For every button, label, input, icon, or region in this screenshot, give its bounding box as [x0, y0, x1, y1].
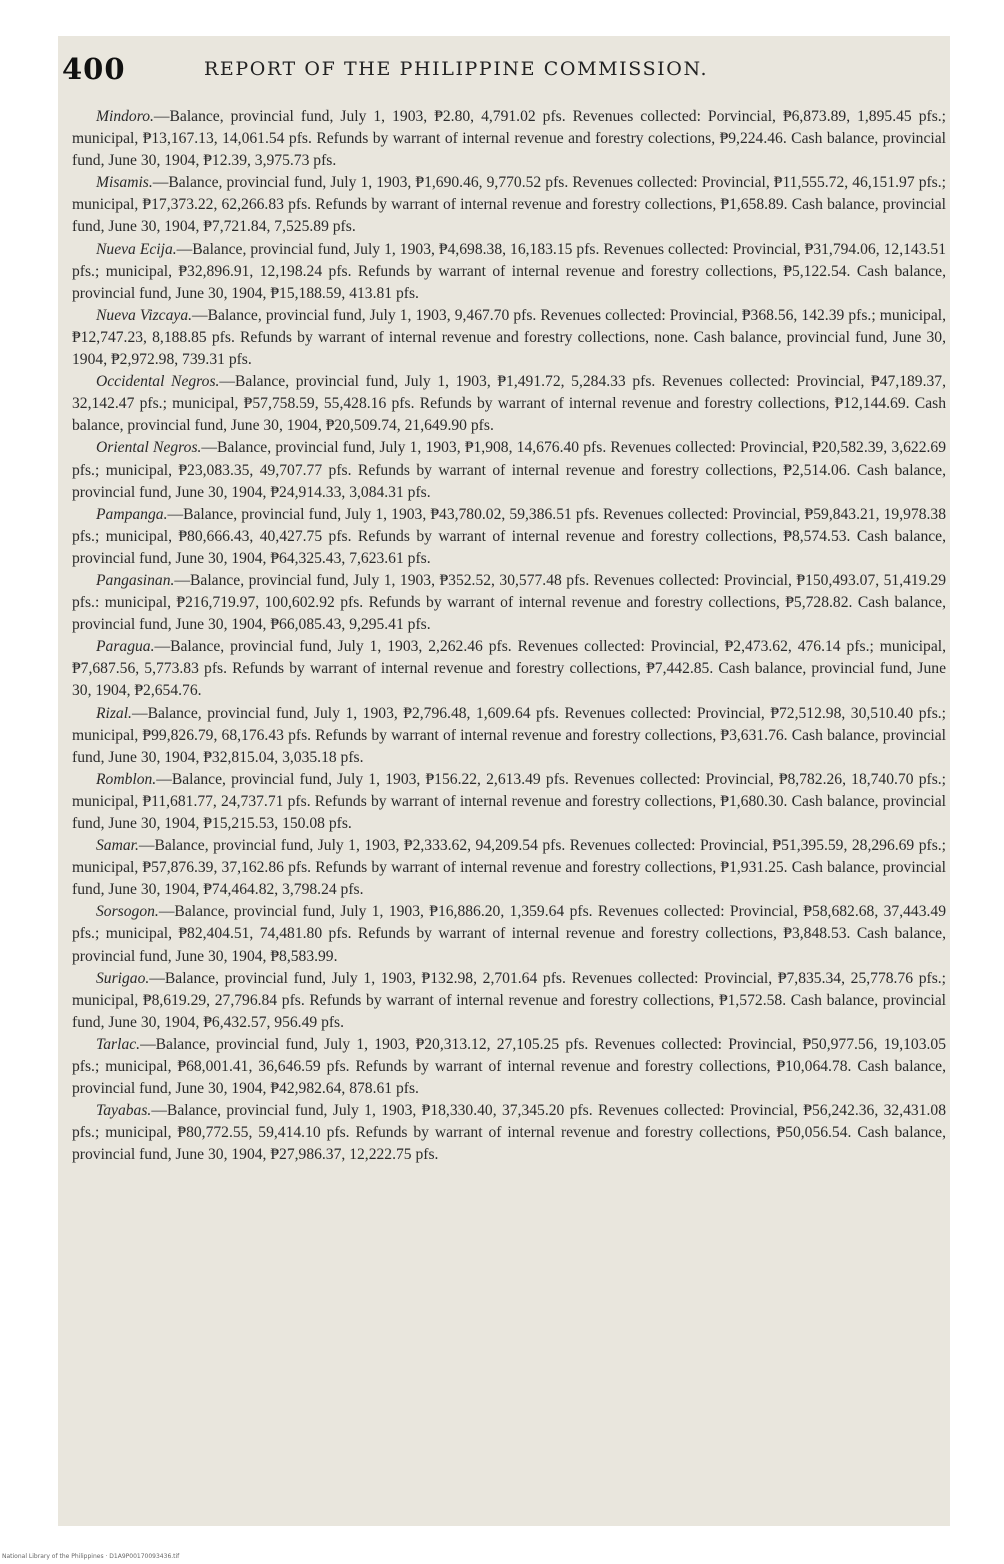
province-name: Sorsogon. — [96, 903, 159, 921]
entry-text: —Balance, provincial fund, July 1, 1903, ₱132.98, 2,701.64 pfs. Revenues collected: Provincial, ₱7,835.34, 25,778.76 pfs.; municipal, ₱8,619.29, 27,796.84 pfs. Refunds by warrant of internal revenue and forestry collections, ₱1,572.58. Cash balance, provincial fund, June 30, 1904, ₱6,432.57, 956.49 pfs. — [72, 969, 946, 1031]
page-number: 400 — [62, 52, 126, 86]
province-name: Paragua. — [96, 638, 155, 656]
entry-text: —Balance, provincial fund, July 1, 1903, ₱20,313.12, 27,105.25 pfs. Revenues collected: Provincial, ₱50,977.56, 19,103.05 pfs.; municipal, ₱68,001.41, 36,646.59 pfs. Refunds by warrant of internal revenue and forestry collections, ₱10,064.78. Cash balance, provincial fund, June 30, 1904, ₱42,982.64, 878.61 pfs. — [72, 1035, 946, 1098]
province-name: Pampanga. — [96, 505, 168, 523]
entry-text: —Balance, provincial fund, July 1, 1903, ₱156.22, 2,613.49 pfs. Revenues collected: Provincial, ₱8,782.26, 18,740.70 pfs.; municipal, ₱11,681.77, 24,737.71 pfs. Refunds by warrant of internal revenue and forestry collections, ₱1,680.30. Cash balance, provincial fund, June 30, 1904, ₱15,215.53, 150.08 pfs. — [72, 770, 946, 832]
entry-pangasinan — [72, 570, 946, 636]
entry-text: —Balance, provincial fund, July 1, 1903, ₱43,780.02, 59,386.51 pfs. Revenues collected: Provincial, ₱59,843.21, 19,978.38 pfs.; municipal, ₱80,666.43, 40,427.75 pfs. Refunds by warrant of internal revenue and forestry collections, ₱8,574.53. Cash balance, provincial fund, June 30, 1904, ₱64,325.43, 7,623.61 pfs. — [72, 505, 946, 567]
entry-tarlac — [72, 1034, 946, 1100]
province-name: Occidental Negros. — [96, 373, 220, 391]
entry-romblon — [72, 769, 946, 835]
entry-mindoro — [72, 106, 946, 172]
entry-pampanga — [72, 504, 946, 570]
entry-samar — [72, 835, 946, 901]
entry-text: —Balance, provincial fund, July 1, 1903, ₱4,698.38, 16,183.15 pfs. Revenues collected: Provincial, ₱31,794.06, 12,143.51 pfs.; municipal, ₱32,896.91, 12,198.24 pfs. Refunds by warrant of internal revenue and forestry collections, ₱5,122.54. Cash balance, provincial fund, June 30, 1904, ₱15,188.59, 413.81 pfs. — [72, 240, 946, 302]
entry-surigao — [72, 968, 946, 1034]
library-footer-note: National Library of the Philippines · D1A9P00170093436.tif — [2, 1553, 180, 1560]
entry-text: —Balance, provincial fund, July 1, 1903, ₱2.80, 4,791.02 pfs. Revenues collected: Porvincial, ₱6,873.89, 1,895.45 pfs.; municipal, ₱13,167.13, 14,061.54 pfs. Refunds by warrant of internal revenue and forestry colections, ₱9,224.46. Cash balance, provincial fund, June 30, 1904, ₱12.39, 3,975.73 pfs. — [72, 108, 946, 170]
entry-nueva-vizcaya — [72, 305, 946, 371]
entry-text: —Balance, provincial fund, July 1, 1903, ₱1,908, 14,676.40 pfs. Revenues collected: Provincial, ₱20,582.39, 3,622.69 pfs.; municipal, ₱23,083.35, 49,707.77 pfs. Refunds by warrant of internal revenue and forestry collections, ₱2,514.06. Cash balance, provincial fund, June 30, 1904, ₱24,914.33, 3,084.31 pfs. — [72, 439, 946, 501]
province-name: Romblon. — [96, 770, 157, 788]
entry-rizal — [72, 703, 946, 769]
entry-tayabas — [72, 1100, 946, 1166]
entry-text: —Balance, provincial fund, July 1, 1903, ₱1,690.46, 9,770.52 pfs. Revenues collected: Provincial, ₱11,555.72, 46,151.97 pfs.; municipal, ₱17,373.22, 62,266.83 pfs. Refunds by warrant of internal revenue and forestry collections, ₱1,658.89. Cash balance, provincial fund, June 30, 1904, ₱7,721.84, 7,525.89 pfs. — [72, 174, 946, 236]
province-name: Nueva Vizcaya. — [96, 306, 193, 324]
entry-oriental-negros — [72, 437, 946, 503]
province-name: Mindoro. — [96, 108, 154, 125]
entry-occidental-negros — [72, 371, 946, 437]
page-header — [58, 46, 950, 86]
entry-misamis — [72, 172, 946, 238]
entry-text: —Balance, provincial fund, July 1, 1903, 2,262.46 pfs. Revenues collected: Provincial, ₱2,473.62, 476.14 pfs.; municipal, ₱7,687.56, 5,773.83 pfs. Refunds by warrant of internal revenue and forestry collections, ₱7,442.85. Cash balance, provincial fund, June 30, 1904, ₱2,654.76. — [72, 638, 946, 700]
province-name: Tarlac. — [96, 1035, 141, 1053]
entry-text: —Balance, provincial fund, July 1, 1903, ₱352.52, 30,577.48 pfs. Revenues collected: Provincial, ₱150,493.07, 51,419.29 pfs.: municipal, ₱216,719.97, 100,602.92 pfs. Refunds by warrant of internal revenue and forestry collections, ₱5,728.82. Cash balance, provincial fund, June 30, 1904, ₱66,085.43, 9,295.41 pfs. — [72, 571, 946, 634]
report-body — [72, 106, 946, 1167]
entry-text: —Balance, provincial fund, July 1, 1903, ₱18,330.40, 37,345.20 pfs. Revenues collected: Provincial, ₱56,242.36, 32,431.08 pfs.; municipal, ₱80,772.55, 59,414.10 pfs. Refunds by warrant of internal revenue and forestry collections, ₱50,056.54. Cash balance, provincial fund, June 30, 1904, ₱27,986.37, 12,222.75 pfs. — [72, 1102, 946, 1164]
entry-text: —Balance, provincial fund, July 1, 1903, ₱1,491.72, 5,284.33 pfs. Revenues collected: Provincial, ₱47,189.37, 32,142.47 pfs.; municipal, ₱57,758.59, 55,428.16 pfs. Refunds by warrant of internal revenue and forestry collections, ₱12,144.69. Cash balance, provincial fund, June 30, 1904, ₱20,509.74, 21,649.90 pfs. — [72, 373, 946, 435]
province-name: Misamis. — [96, 174, 153, 192]
province-name: Nueva Ecija. — [96, 240, 177, 258]
entry-text: —Balance, provincial fund, July 1, 1903, ₱2,796.48, 1,609.64 pfs. Revenues collected: Provincial, ₱72,512.98, 30,510.40 pfs.; municipal, ₱99,826.79, 68,176.43 pfs. Refunds by warrant of internal revenue and forestry collections, ₱3,631.76. Cash balance, provincial fund, June 30, 1904, ₱32,815.04, 3,035.18 pfs. — [72, 704, 946, 766]
entry-text: —Balance, provincial fund, July 1, 1903, ₱2,333.62, 94,209.54 pfs. Revenues collected: Provincial, ₱51,395.59, 28,296.69 pfs.; municipal, ₱57,876.39, 37,162.86 pfs. Refunds by warrant of internal revenue and forestry collections, ₱1,931.25. Cash balance, provincial fund, June 30, 1904, ₱74,464.82, 3,798.24 pfs. — [72, 837, 946, 899]
document-page — [58, 36, 950, 1526]
province-name: Tayabas. — [96, 1102, 152, 1120]
entry-sorsogon — [72, 901, 946, 967]
running-title: REPORT OF THE PHILIPPINE COMMISSION. — [204, 58, 709, 80]
province-name: Samar. — [96, 837, 139, 855]
province-name: Surigao. — [96, 969, 150, 987]
province-name: Rizal. — [96, 704, 132, 722]
province-name: Oriental Negros. — [96, 439, 202, 457]
entry-paragua — [72, 636, 946, 702]
entry-text: —Balance, provincial fund, July 1, 1903, ₱16,886.20, 1,359.64 pfs. Revenues collected: Provincial, ₱58,682.68, 37,443.49 pfs.; municipal, ₱82,404.51, 74,481.80 pfs. Refunds by warrant of internal revenue and forestry collections, ₱3,848.53. Cash balance, provincial fund, June 30, 1904, ₱8,583.99. — [72, 903, 946, 965]
entry-text: —Balance, provincial fund, July 1, 1903, 9,467.70 pfs. Revenues collected: Provincial, ₱368.56, 142.39 pfs.; municipal, ₱12,747.23, 8,188.85 pfs. Refunds by warrant of internal revenue and forestry collections, none. Cash balance, provincial fund, June 30, 1904, ₱2,972.98, 739.31 pfs. — [72, 306, 946, 369]
entry-nueva-ecija — [72, 239, 946, 305]
province-name: Pangasinan. — [96, 571, 175, 589]
